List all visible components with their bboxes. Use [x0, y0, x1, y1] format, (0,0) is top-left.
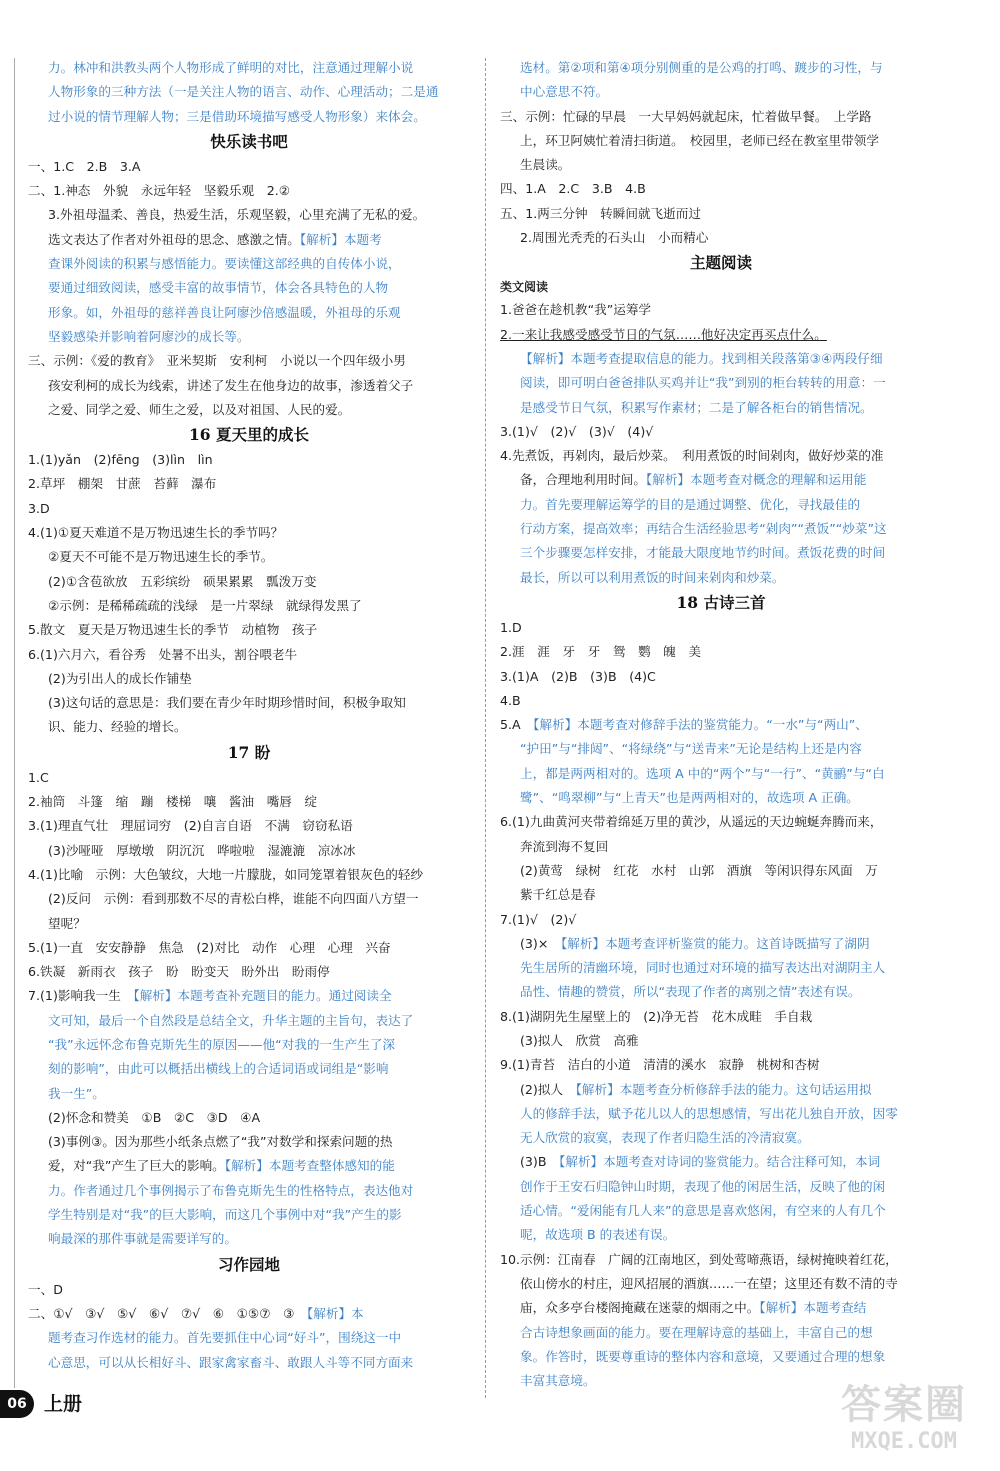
answer-line: 二、①√ ③√ ⑤√ ⑥√ ⑦√ ⑥ ①⑤⑦ ③ 【解析】本	[28, 1305, 364, 1321]
left-margin-rule	[14, 58, 15, 1388]
explanation-line: 响最深的那件事就是需要详写的。	[48, 1231, 237, 1247]
answer-line: 三、示例：《爱的教育》 亚米契斯 安利柯 小说以一个四年级小男	[28, 353, 406, 369]
answer-line: 之爱、同学之爱、师生之爱，以及对祖国、人民的爱。	[48, 401, 351, 417]
explanation-line: 文可知，最后一个自然段是总结全文，升华主题的主旨句，表达了	[48, 1012, 414, 1028]
answer-line: 望呢？	[48, 915, 86, 931]
answer-line: 选文表达了作者对外祖母的思念、感激之情。【解析】本题考	[48, 231, 382, 247]
answer-line: 2.一来让我感受感受节日的气氛……他好决定再买点什么。	[500, 326, 827, 342]
explanation-line: 呢，故选项 B 的表述有误。	[520, 1227, 676, 1243]
section-heading: 18 古诗三首	[676, 592, 766, 612]
explanation-line: 品性、情趣的赞赏，所以“表现了作者的离别之情”表述有误。	[520, 984, 861, 1000]
explanation-line: 创作于王安石归隐钟山时期，表现了他的闲居生活，反映了他的闲	[520, 1178, 886, 1194]
answer-line: (3)× 【解析】本题考查评析鉴赏的能力。这首诗既描写了湖阴	[520, 935, 870, 951]
subsection-heading: 类文阅读	[500, 280, 549, 295]
left-column	[28, 56, 470, 1375]
answer-line: (2)为引出人的成长作铺垫	[48, 670, 192, 686]
section-heading: 主题阅读	[689, 253, 752, 273]
section-heading: 16 夏天里的成长	[189, 425, 309, 445]
answer-line: (3)沙哑哑 厚墩墩 阴沉沉 哗啦啦 湿漉漉 凉冰冰	[48, 842, 356, 858]
explanation-line: 先生居所的清幽环境，同时也通过对环境的描写表达出对湖阴主人	[520, 960, 886, 976]
analysis-tag: 【解析】本题考查分析修辞手法的能力。这句话运用拟	[575, 1081, 872, 1097]
explanation-line: 上，都是两两相对的。选项 A 中的“两个”与“一行”、“黄鹂”与“白	[520, 765, 885, 781]
explanation-line: 我一生”。	[48, 1085, 105, 1101]
answer-line: 孩安利柯的成长为线索，讲述了发生在他身边的故事，渗透着父子	[48, 377, 414, 393]
explanation-line: 最长，所以可以利用煮饭的时间来剁肉和炒菜。	[520, 569, 785, 585]
answer-line: 1.D	[500, 619, 522, 635]
section-heading: 17 盼	[227, 742, 271, 762]
explanation-line: 鹭”、“鸣翠柳”与“上青天”也是两两相对的，故选项 A 正确。	[520, 790, 859, 806]
explanation-line: 要通过细致阅读，感受丰富的故事情节，体会各具特色的人物	[48, 280, 389, 296]
answer-line: 3.外祖母温柔、善良，热爱生活，乐观坚毅，心里充满了无私的爱。	[48, 207, 426, 223]
section-heading: 快乐读书吧	[210, 131, 288, 151]
watermark-text: 答案圈	[841, 1382, 967, 1428]
explanation-line: 适心情。“爱闲能有几人来”的意思是喜欢悠闲，有空来的人有几个	[520, 1203, 886, 1219]
explanation-line: 丰富其意境。	[520, 1373, 596, 1389]
answer-line: 4.(1)①夏天难道不是万物迅速生长的季节吗？	[28, 525, 284, 541]
explanation-line: 学生特别是对“我”的巨大影响，而这几个事例中对“我”产生的影	[48, 1207, 402, 1223]
analysis-tag: 【解析】本题考查对概念的理解和运用能	[645, 472, 867, 488]
answer-line: 6.铁凝 新雨衣 孩子 盼 盼变天 盼外出 盼雨停	[28, 964, 330, 980]
explanation-line: 合古诗想象画面的能力。要在理解诗意的基础上，丰富自己的想	[520, 1324, 873, 1340]
explanation-line: 坚毅感染并影响着阿廖沙的成长等。	[48, 328, 250, 344]
answer-line: 紫千红总是春	[520, 887, 596, 903]
page-number: 06	[0, 1390, 34, 1418]
answer-line: (2)拟人 【解析】本题考查分析修辞手法的能力。这句话运用拟	[520, 1081, 872, 1097]
explanation-line: 力。首先要理解运筹学的目的是通过调整、优化，寻找最佳的	[520, 496, 861, 512]
answer-line: ②夏天不可能不是万物迅速生长的季节。	[48, 549, 274, 565]
analysis-tag: 【解析】本	[306, 1305, 364, 1321]
analysis-tag: 【解析】本题考查结	[759, 1300, 867, 1316]
answer-line: 爱，对“我”产生了巨大的影响。【解析】本题考查整体感知的能	[48, 1158, 395, 1174]
answer-line: 三、示例：忙碌的早晨 一大早妈妈就起床，忙着做早餐。 上学路	[500, 108, 872, 124]
answer-line: 五、1.两三分钟 转瞬间就飞逝而过	[500, 205, 701, 221]
answer-line: 7.(1)√ (2)√	[500, 911, 577, 927]
answer-line: (2)黄莺 绿树 红花 水村 山郭 酒旗 等闲识得东风面 万	[520, 862, 878, 878]
answer-line: 5.(1)一直 安安静静 焦急 (2)对比 动作 心理 心理 兴奋	[28, 939, 391, 955]
answer-line: 4.B	[500, 692, 521, 708]
answer-line: ②示例：是稀稀疏疏的浅绿 是一片翠绿 就绿得发黑了	[48, 597, 362, 613]
answer-line: (3)B 【解析】本题考查对诗词的鉴赏能力。结合注释可知，本词	[520, 1154, 881, 1170]
explanation-line: “护田”与“排闼”、“将绿绕”与“送青来”无论是结构上还是内容	[520, 741, 862, 757]
answer-line: 四、1.A 2.C 3.B 4.B	[500, 181, 646, 197]
answer-line: 4.先煮饭，再剁肉，最后炒菜。 利用煮饭的时间剁肉，做好炒菜的准	[500, 448, 884, 464]
answer-line: 5.散文 夏天是万物迅速生长的季节 动植物 孩子	[28, 622, 318, 638]
watermark-url: MXQE.COM	[851, 1429, 957, 1454]
answer-line: (2)反问 示例：看到那数不尽的青松白桦，谁能不向四面八方望一	[48, 891, 419, 907]
explanation-line: 刻的影响”，由此可以概括出横线上的合适词语或词组是“影响	[48, 1061, 389, 1077]
explanation-line: 题考查习作选材的能力。首先要抓住中心词“好斗”，围绕这一中	[48, 1330, 402, 1346]
answer-line: (3)事例③。因为那些小纸条点燃了“我”对数学和探索问题的热	[48, 1134, 393, 1150]
analysis-tag: 【解析】本题考查对诗词的鉴赏能力。结合注释可知，本词	[559, 1154, 881, 1170]
answer-line: 一、1.C 2.B 3.A	[28, 158, 141, 174]
watermark-logo	[816, 1381, 992, 1463]
explanation-line: 力。林冲和洪教头两个人物形成了鲜明的对比，注意通过理解小说	[48, 60, 414, 75]
analysis-tag: 【解析】本题考查整体感知的能	[224, 1158, 395, 1174]
explanation-line: 三个步骤要怎样安排，才能最大限度地节约时间。煮饭花费的时间	[520, 545, 886, 561]
answer-line: 1.爸爸在趁机教“我”运筹学	[500, 302, 652, 318]
right-column	[500, 56, 942, 1393]
explanation-line: 无人欣赏的寂寞，表现了作者归隐生活的冷清寂寞。	[520, 1130, 810, 1146]
explanation-line: 是感受节日气氛，积累写作素材；二是了解各柜台的销售情况。	[520, 399, 873, 415]
answer-line: (2)怀念和赞美 ①B ②C ③D ④A	[48, 1109, 261, 1125]
answer-line: 5.A 【解析】本题考查对修辞手法的鉴赏能力。“一水”与“两山”、	[500, 717, 868, 733]
answer-line: 备，合理地利用时间。【解析】本题考查对概念的理解和运用能	[520, 472, 867, 488]
explanation-line: 选材。第②项和第④项分别侧重的是公鸡的打鸣、踱步的习性，与	[520, 60, 883, 75]
answer-line: 1.C	[28, 769, 49, 785]
volume-label: 上册	[44, 1393, 83, 1415]
analysis-tag: 【解析】本题考查对修辞手法的鉴赏能力。“一水”与“两山”、	[533, 717, 868, 733]
answer-line: (2)①含苞欲放 五彩缤纷 硕果累累 瓢泼万变	[48, 573, 317, 589]
answer-line: 6.(1)九曲黄河夹带着绵延万里的黄沙，从遥远的天边蜿蜒奔腾而来，	[500, 814, 883, 830]
answer-line: (3)这句话的意思是：我们要在青少年时期珍惜时间，积极争取知	[48, 695, 406, 711]
explanation-line: 过小说的情节理解人物；三是借助环境描写感受人物形象）来体会。	[48, 108, 426, 124]
answer-line: 二、1.神态 外貌 永远年轻 坚毅乐观 2.②	[28, 183, 291, 199]
answer-line: 2.周围光秃秃的石头山 小而精心	[520, 230, 709, 246]
answer-line: 3.(1)A (2)B (3)B (4)C	[500, 668, 656, 684]
column-divider	[485, 58, 486, 1398]
explanation-line: 查课外阅读的积累与感悟能力。要读懂这部经典的自传体小说，	[48, 256, 401, 272]
analysis-tag: 【解析】本题考查评析鉴赏的能力。这首诗既描写了湖阴	[561, 935, 870, 951]
answer-line: 3.(1)理直气壮 理屈词穷 (2)自言自语 不满 窃窃私语	[28, 818, 353, 834]
answer-line: 一、D	[28, 1281, 63, 1297]
answer-line: 上，环卫阿姨忙着清扫街道。 校园里，老师已经在教室里带领学	[520, 132, 879, 148]
answer-line: 识、能力、经验的增长。	[48, 719, 187, 735]
answer-line: 3.(1)√ (2)√ (3)√ (4)√	[500, 423, 654, 439]
explanation-line: 行动方案，提高效率；再结合生活经验思考“剁肉”“煮饭”“炒菜”这	[520, 521, 887, 537]
explanation-line: 象。作答时，既要尊重诗的整体内容和意境，又要通过合理的想象	[520, 1348, 886, 1364]
answer-line: 6.(1)六月六，看谷秀 处暑不出头，割谷喂老牛	[28, 646, 298, 662]
answer-line: 2.草坪 棚架 甘蔗 苔藓 瀑布	[28, 476, 217, 492]
answer-line: 9.(1)青苔 洁白的小道 清清的溪水 寂静 桃树和杏树	[500, 1057, 820, 1073]
answer-line: 7.(1)影响我一生 【解析】本题考查补充题目的能力。通过阅读全	[28, 988, 392, 1004]
explanation-line: 心意思，可以从长相好斗、跟家禽家畜斗、敢跟人斗等不同方面来	[48, 1354, 414, 1370]
answer-line: 生晨读。	[520, 157, 571, 173]
explanation-line: 中心意思不符。	[520, 84, 609, 100]
analysis-tag: 【解析】本题考查补充题目的能力。通过阅读全	[133, 988, 392, 1004]
answer-line: 1.(1)yǎn (2)fēng (3)lìn lìn	[28, 452, 213, 468]
answer-line: (3)拟人 欣赏 高雅	[520, 1032, 639, 1048]
analysis-tag: 【解析】本题考	[299, 231, 382, 247]
explanation-line: 人物形象的三种方法（一是关注人物的语言、动作、心理活动；二是通	[48, 84, 439, 100]
explanation-line: 阅读，即可明白爸爸排队买鸡并让“我”到别的柜台转转的用意：一	[520, 375, 886, 391]
answer-line	[500, 347, 942, 371]
answer-line: 奔流到海不复回	[520, 838, 609, 854]
answer-line: 3.D	[28, 500, 50, 516]
explanation-line: 形象。如，外祖母的慈祥善良让阿廖沙倍感温暖，外祖母的乐观	[48, 304, 401, 320]
answer-line: 2.袖筒 斗篷 缩 蹦 楼梯 嚷 酱油 嘴唇 绽	[28, 794, 318, 810]
analysis-tag: 【解析】本题考查提取信息的能力。找到相关段落第③④两段仔细	[520, 350, 883, 366]
explanation-line: 力。作者通过几个事例揭示了布鲁克斯先生的性格特点，表达他对	[48, 1182, 414, 1198]
answer-line: 4.(1)比喻 示例：大色皱纹，大地一片朦胧，如同笼罩着银灰色的轻纱	[28, 866, 424, 882]
answer-line: 8.(1)湖阴先生屋壁上的 (2)净无苔 花木成畦 手自栽	[500, 1008, 813, 1024]
answer-line: 依山傍水的村庄，迎风招展的酒旗……一在望；这里还有数不清的寺	[520, 1275, 898, 1291]
section-heading: 习作园地	[217, 1254, 280, 1274]
answer-line: 10.示例：江南春 广阔的江南地区，到处莺啼燕语，绿树掩映着红花，	[500, 1251, 898, 1267]
answer-line: 庙，众多亭台楼阁掩藏在迷蒙的烟雨之中。【解析】本题考查结	[520, 1300, 867, 1316]
answer-line: 2.涯 涯 牙 牙 鸳 鹦 魄 美	[500, 644, 701, 660]
explanation-line: 人的修辞手法，赋予花儿以人的思想感情，写出花儿独自开放，因零	[520, 1105, 898, 1121]
explanation-line: “我”永远怀念布鲁克斯先生的原因——他“对我的一生产生了深	[48, 1036, 396, 1052]
